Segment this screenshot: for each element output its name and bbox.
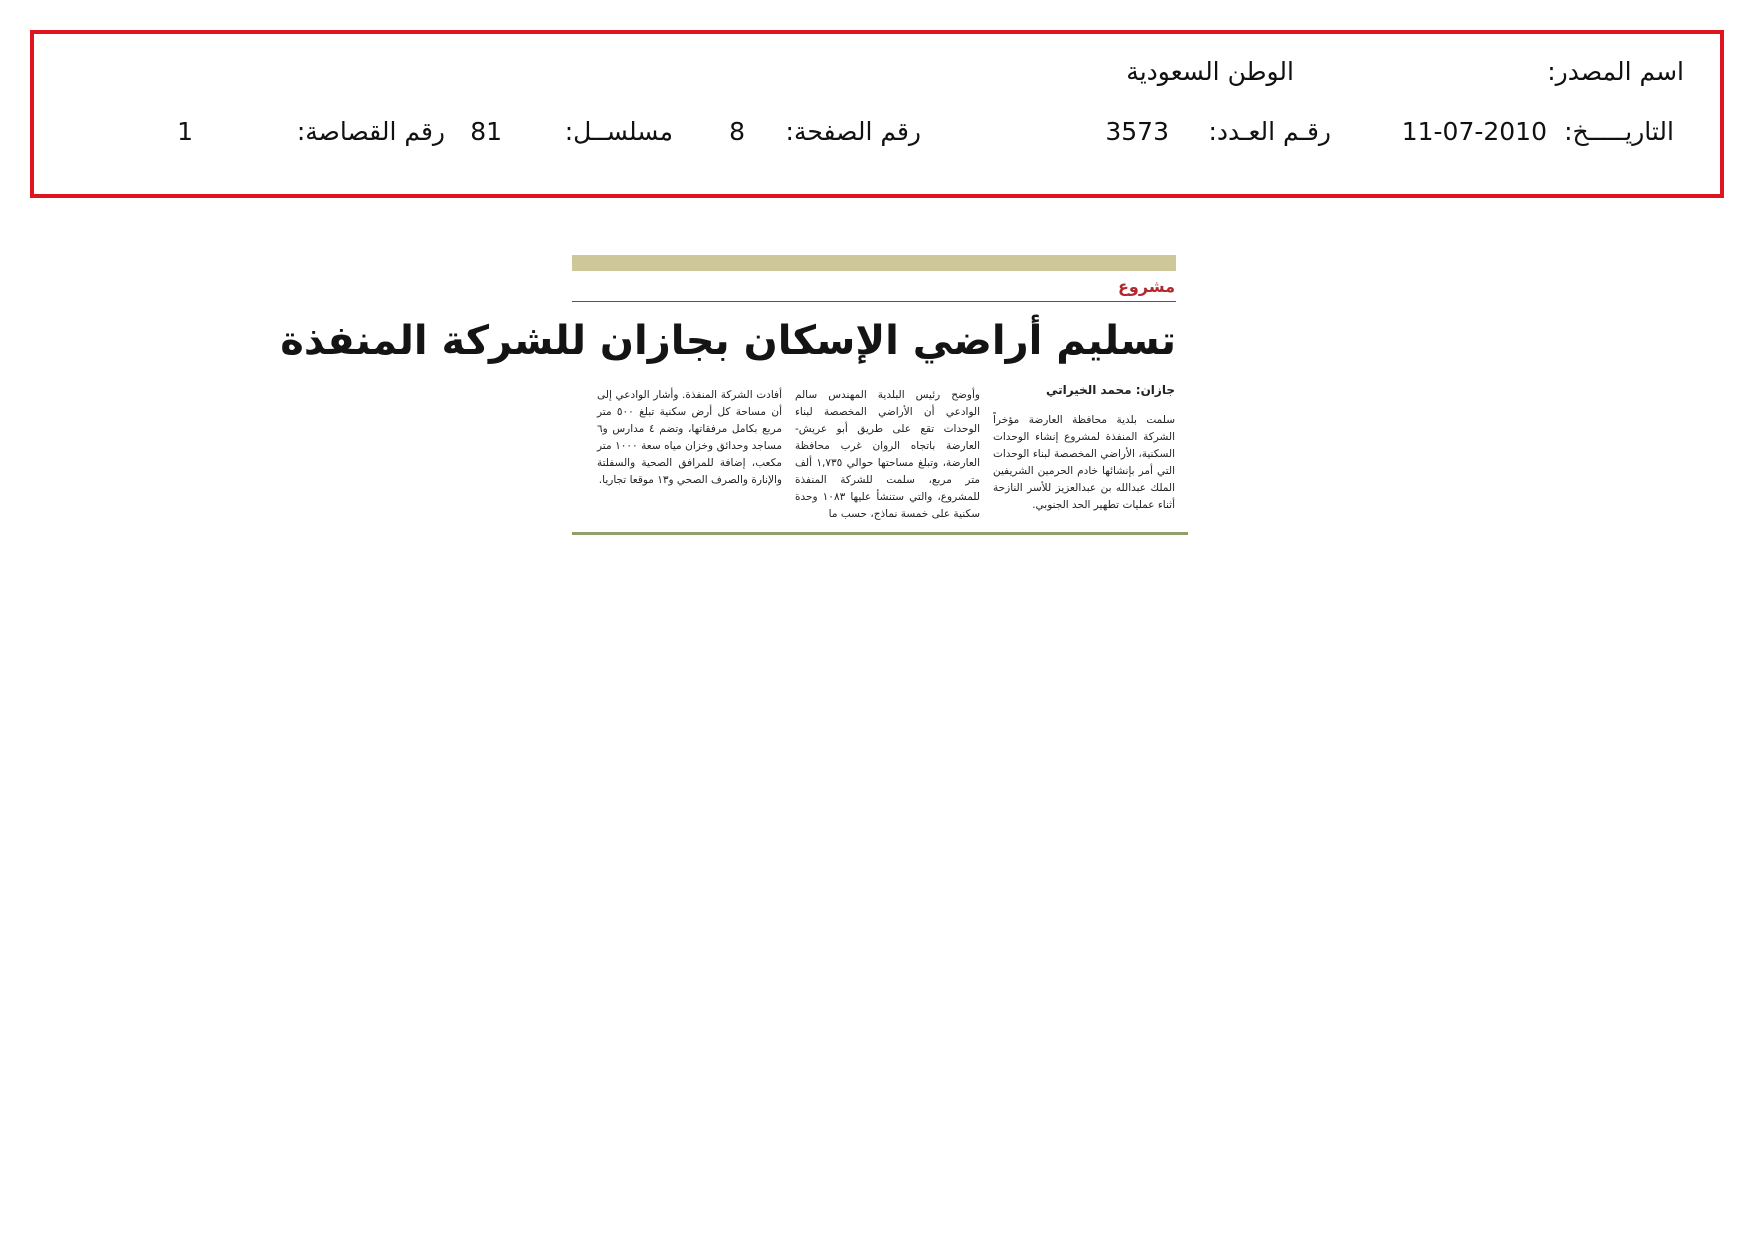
clip-number-value: 1 [177, 117, 193, 146]
serial-label: مسلســل: [564, 117, 673, 146]
date-value: 11-07-2010 [1401, 117, 1547, 146]
serial-value: 81 [470, 117, 502, 146]
header-divider [572, 301, 1176, 302]
date-label: التاريـــــخ: [1564, 117, 1674, 146]
article-headline: تسليم أراضي الإسكان بجازان للشركة المنفذة [280, 318, 1176, 364]
article-byline: جازان: محمد الخيراتي [1045, 383, 1175, 397]
section-label: مشروع [1117, 277, 1175, 296]
article-column: سلمت بلدية محافظة العارضة مؤخراً الشركة المنفذة لمشروع إنشاء الوحدات السكنية، الأراضي المخصصة لبناء الوحدات التي أمر بإنشائها خادم الحرمين الشريفين الملك عبدالله بن عبدالعزيز للأسر النازحة أثناء عمليات تطهير الحد الجنوبي. [993, 414, 1175, 511]
source-label: اسم المصدر: [1547, 57, 1684, 86]
page-value: 8 [729, 117, 745, 146]
clip-number-label: رقم القصاصة: [296, 117, 445, 146]
article-column: وأوضح رئيس البلدية المهندس سالم الوادعي أن الأراضي المخصصة لبناء الوحدات تقع على طريق أبو عريش- العارضة باتجاه الروان غرب محافظة العارضة، وتبلغ مساحتها حوالي ١,٧٣٥ ألف متر مربع، سلمت للشركة المنفذة للمشروع، والتي ستنشأ عليها ١٠٨٣ وحدة سكنية على خمسة نماذج، حسب ما [795, 389, 980, 520]
metadata-header-frame [30, 30, 1724, 198]
source-value: الوطن السعودية [1126, 57, 1294, 86]
page-label: رقم الصفحة: [785, 117, 921, 146]
newspaper-clipping [280, 253, 1190, 538]
article-column: أفادت الشركة المنفذة. وأشار الوادعي إلى أن مساحة كل أرض سكنية تبلغ ٥٠٠ متر مربع بكامل مرفقاتها، وتضم ٤ مدارس و٦ مساجد وحدائق وخزان مياه سعة ١٠٠٠ متر مكعب، إضافة للمرافق الصحية والسفلتة والإنارة والصرف الصحي و١٣ موقعا تجاريا. [597, 389, 782, 486]
issue-value: 3573 [1105, 117, 1169, 146]
issue-label: رقـم العـدد: [1208, 117, 1331, 146]
clipping-top-bar [572, 255, 1176, 271]
clipping-bottom-bar [572, 532, 1188, 535]
